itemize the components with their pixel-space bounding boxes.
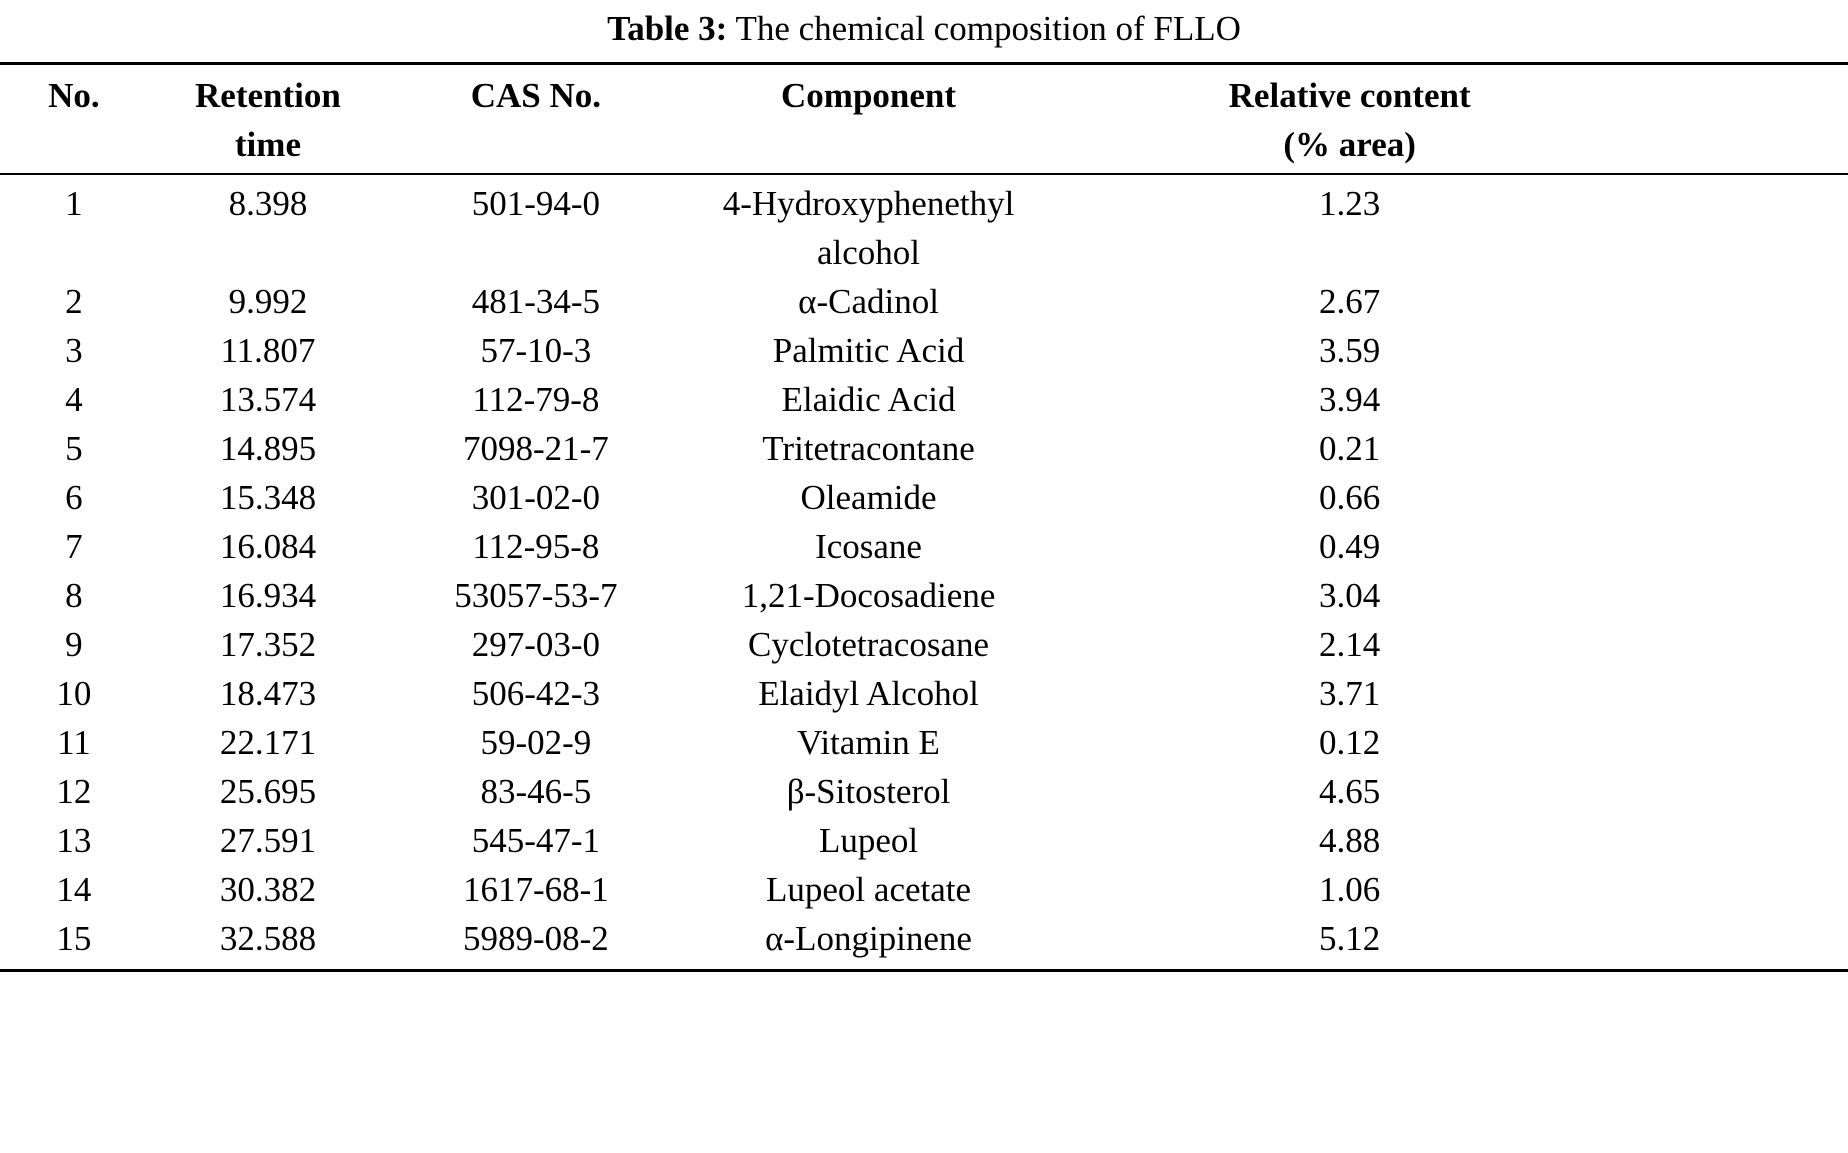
cell-relative-content: 2.67	[1319, 282, 1381, 321]
column-header-cas-no	[388, 64, 684, 175]
cell-component: Elaidyl Alcohol	[758, 674, 979, 713]
cell-relative-content: 5.12	[1319, 919, 1381, 958]
cell-no: 2	[65, 282, 83, 321]
column-header-no	[0, 64, 148, 175]
cell-no: 15	[56, 919, 92, 958]
cell-no: 14	[56, 870, 92, 909]
cell-retention-time: 16.934	[219, 576, 317, 615]
column-header-retention-line1: Retention	[195, 76, 341, 115]
table-row	[0, 522, 1848, 571]
table-row	[0, 865, 1848, 914]
column-header-cas-line1: CAS No.	[470, 76, 602, 115]
cell-cas-no: 1617-68-1	[462, 870, 609, 909]
table-row	[0, 174, 1848, 277]
cell-component: Lupeol	[818, 821, 919, 860]
cell-component: Icosane	[815, 527, 922, 566]
cell-cas-no: 545-47-1	[471, 821, 601, 860]
cell-no: 10	[56, 674, 92, 713]
cell-relative-content: 4.65	[1319, 772, 1381, 811]
cell-component: Palmitic Acid	[772, 331, 965, 370]
table-row	[0, 620, 1848, 669]
cell-relative-content: 1.23	[1319, 184, 1381, 223]
cell-component: 4-Hydroxyphenethyl alcohol	[722, 184, 1015, 272]
cell-no: 11	[57, 723, 91, 762]
cell-cas-no: 112-95-8	[472, 527, 600, 566]
cell-component: Vitamin E	[797, 723, 940, 762]
table-row	[0, 571, 1848, 620]
table-row	[0, 424, 1848, 473]
cell-component: Elaidic Acid	[781, 380, 956, 419]
cell-relative-content: 0.49	[1319, 527, 1381, 566]
table-row	[0, 816, 1848, 865]
table-caption	[0, 0, 1848, 52]
cell-cas-no: 481-34-5	[471, 282, 601, 321]
table-row	[0, 326, 1848, 375]
table-row	[0, 473, 1848, 522]
column-header-relative-line2: (% area)	[1283, 125, 1416, 164]
cell-retention-time: 27.591	[219, 821, 317, 860]
cell-retention-time: 14.895	[219, 429, 317, 468]
column-header-component	[684, 64, 1054, 175]
column-header-relative-line1: Relative content	[1228, 76, 1471, 115]
cell-cas-no: 5989-08-2	[462, 919, 609, 958]
column-header-retention-time	[148, 64, 388, 175]
cell-no: 5	[65, 429, 83, 468]
table-row	[0, 767, 1848, 816]
cell-cas-no: 7098-21-7	[462, 429, 609, 468]
cell-retention-time: 11.807	[220, 331, 316, 370]
composition-table	[0, 62, 1848, 972]
cell-no: 3	[65, 331, 83, 370]
cell-no: 13	[56, 821, 92, 860]
cell-relative-content: 3.59	[1319, 331, 1381, 370]
cell-cas-no: 501-94-0	[471, 184, 601, 223]
cell-relative-content: 0.21	[1319, 429, 1381, 468]
cell-relative-content: 3.04	[1319, 576, 1381, 615]
table-caption-label: Table 3:	[607, 9, 728, 48]
cell-no: 12	[56, 772, 92, 811]
cell-retention-time: 18.473	[219, 674, 317, 713]
cell-retention-time: 16.084	[219, 527, 317, 566]
cell-cas-no: 506-42-3	[471, 674, 601, 713]
cell-cas-no: 301-02-0	[471, 478, 601, 517]
table-header-row	[0, 64, 1848, 175]
cell-component: 1,21-Docosadiene	[741, 576, 996, 615]
table-row	[0, 277, 1848, 326]
cell-relative-content: 3.94	[1319, 380, 1381, 419]
cell-cas-no: 297-03-0	[471, 625, 601, 664]
cell-relative-content: 3.71	[1319, 674, 1381, 713]
table-row	[0, 718, 1848, 767]
cell-retention-time: 8.398	[228, 184, 308, 223]
cell-retention-time: 32.588	[219, 919, 317, 958]
cell-component: Tritetracontane	[762, 429, 975, 468]
cell-relative-content: 0.66	[1319, 478, 1381, 517]
cell-no: 6	[65, 478, 83, 517]
cell-no: 7	[65, 527, 83, 566]
cell-component: Lupeol acetate	[766, 870, 972, 909]
cell-relative-content: 0.12	[1319, 723, 1381, 762]
table-row	[0, 914, 1848, 971]
cell-component: α-Longipinene	[765, 919, 972, 958]
cell-retention-time: 9.992	[228, 282, 308, 321]
cell-retention-time: 30.382	[219, 870, 317, 909]
cell-retention-time: 22.171	[219, 723, 317, 762]
cell-relative-content: 4.88	[1319, 821, 1381, 860]
cell-cas-no: 53057-53-7	[454, 576, 618, 615]
cell-no: 1	[65, 184, 83, 223]
cell-no: 4	[65, 380, 83, 419]
cell-cas-no: 83-46-5	[480, 772, 592, 811]
column-header-retention-line2: time	[234, 125, 301, 164]
cell-cas-no: 59-02-9	[480, 723, 592, 762]
cell-retention-time: 25.695	[219, 772, 317, 811]
table-caption-text: The chemical composition of FLLO	[727, 9, 1241, 48]
cell-component: Oleamide	[800, 478, 937, 517]
table-row	[0, 375, 1848, 424]
cell-cas-no: 57-10-3	[480, 331, 592, 370]
cell-component: α-Cadinol	[798, 282, 939, 321]
cell-no: 8	[65, 576, 83, 615]
column-header-relative-content	[1053, 64, 1848, 175]
cell-cas-no: 112-79-8	[472, 380, 600, 419]
cell-retention-time: 17.352	[219, 625, 317, 664]
cell-retention-time: 13.574	[219, 380, 317, 419]
cell-no: 9	[65, 625, 83, 664]
column-header-no-line1: No.	[48, 76, 100, 115]
cell-component: Cyclotetracosane	[748, 625, 990, 664]
cell-relative-content: 1.06	[1319, 870, 1381, 909]
cell-relative-content: 2.14	[1319, 625, 1381, 664]
table-row	[0, 669, 1848, 718]
column-header-component-line1: Component	[781, 76, 957, 115]
cell-component: β-Sitosterol	[786, 772, 951, 811]
cell-retention-time: 15.348	[219, 478, 317, 517]
